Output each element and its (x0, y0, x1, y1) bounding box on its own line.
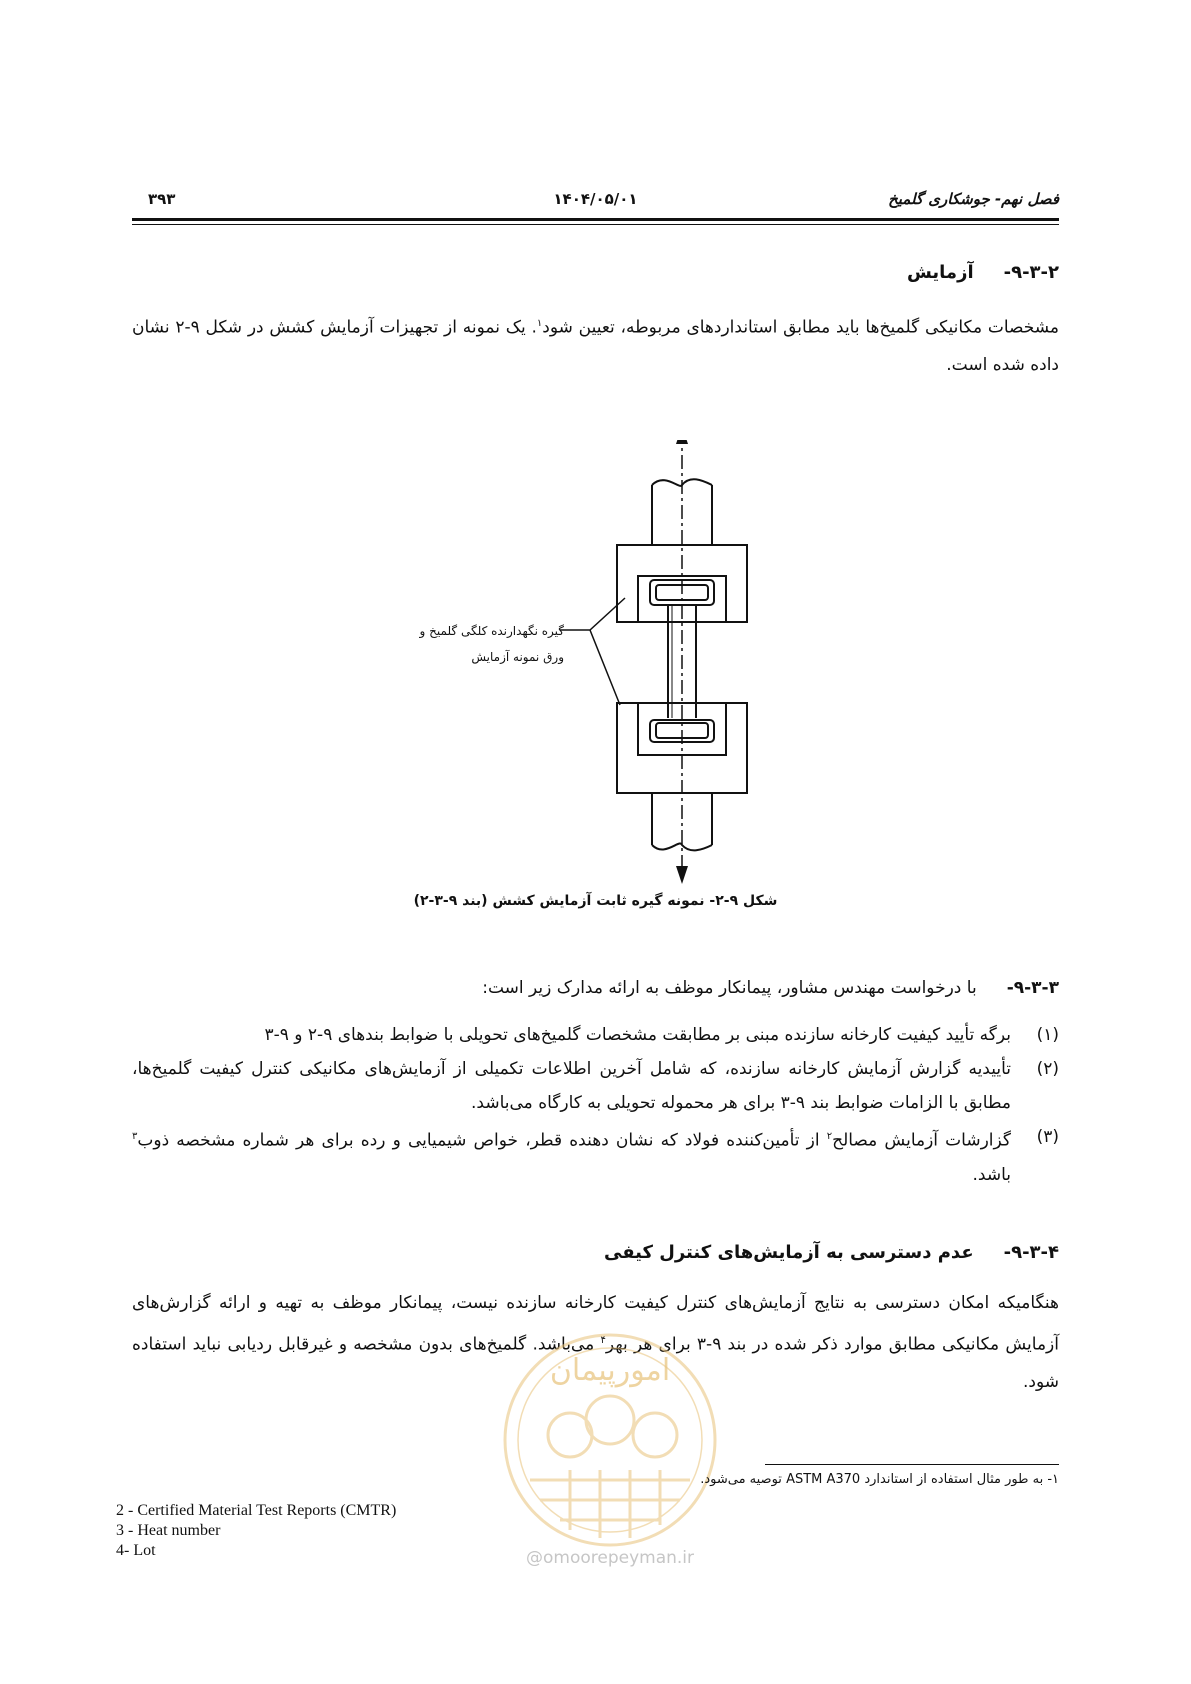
figure-callout (370, 618, 564, 670)
footnote-3: 3 - Heat number (116, 1522, 221, 1539)
documents-list (132, 1018, 1059, 1192)
header-rule-thin (132, 224, 1059, 225)
section-title: آزمایش (906, 262, 974, 283)
paragraph-text: . یک نمونه از تجهیزات آزمایش کشش در شکل ۹-۲ نشان داده شده است. (132, 317, 1059, 375)
list-item-text: تأییدیه گزارش آزمایش کارخانه سازنده، که شامل آخرین اطلاعات تکمیلی از آزمایش‌های مکانیکی کنترل کیفیت گلمیخ‌ها، مطابق با الزامات ضوابط بند ۹-۳ برای هر محموله تحویلی به کارگاه می‌باشد. (132, 1059, 1011, 1113)
watermark-url: @omoorepeyman.ir (525, 1548, 695, 1568)
footnote-4: 4- Lot (116, 1542, 156, 1559)
section-intro (482, 978, 1059, 998)
footnote-rule (765, 1464, 1059, 1465)
watermark-logo-text: امورپیمان (549, 1353, 671, 1388)
footnote-1: ۱- به طور مثال استفاده از استاندارد ASTM A370 توصیه می‌شود. (700, 1472, 1059, 1487)
footnote-ref: ۳ (132, 1131, 138, 1142)
section-number: ۹-۳-۲- (1003, 262, 1059, 283)
chapter-title: فصل نهم- جوشکاری گلمیخ (888, 190, 1059, 208)
list-item (132, 1120, 1059, 1192)
paragraph-text: هنگامیکه امکان دسترسی به نتایج آزمایش‌های کنترل کیفیت کارخانه سازنده نیست، پیمانکار موظف به تهیه و ارائه گزارش‌های آزمایش مکانیکی مطابق موارد ذکر شده در بند ۹-۳ برای هر بهر (132, 1293, 1059, 1355)
section-heading-no-access (604, 1242, 1059, 1263)
list-item-text: گزارشات آزمایش مصالح (832, 1130, 1011, 1151)
list-item-text: برگه تأیید کیفیت کارخانه سازنده مبنی بر مطابقت مشخصات گلمیخ‌های تحویلی با ضوابط بندهای ۹-۲ و ۹-۳ (264, 1025, 1011, 1045)
section-paragraph (132, 305, 1059, 384)
callout-line: ورق نمونه آزمایش (471, 650, 564, 664)
footnote-ref: ۴ (600, 1335, 606, 1346)
footnote-ref: ۱ (536, 318, 543, 329)
list-marker: (۳) (1036, 1127, 1059, 1147)
list-item (132, 1018, 1059, 1052)
paragraph-text: می‌باشد. گلمیخ‌های بدون مشخصه و غیرقابل ردیابی نباید استفاده شود. (132, 1334, 1059, 1392)
list-item (132, 1052, 1059, 1120)
list-item-text: از تأمین‌کننده فولاد که نشان دهنده قطر، خواص شیمیایی و رده برای هر شماره مشخصه ذوب (137, 1130, 827, 1151)
list-marker: (۱) (1036, 1025, 1059, 1045)
section-heading-tests (907, 262, 1059, 283)
list-item-text: باشد. (972, 1164, 1011, 1185)
page-number: ۳۹۳ (148, 190, 176, 208)
footnote-2: 2 - Certified Material Test Reports (CMTR) (116, 1502, 397, 1519)
section-title: عدم دسترسی به آزمایش‌های کنترل کیفی (603, 1242, 974, 1263)
header-date: ۱۴۰۴/۰۵/۰۱ (553, 190, 638, 208)
figure-caption: شکل ۹-۲- نمونه گیره ثابت آزمایش کشش (بند ۹-۳-۲) (413, 893, 778, 909)
watermark-logo (490, 1320, 730, 1560)
section-number: ۹-۳-۳- (1006, 978, 1059, 998)
list-marker: (۲) (1036, 1059, 1059, 1079)
header-rule (132, 218, 1059, 221)
paragraph-text: مشخصات مکانیکی گلمیخ‌ها باید مطابق استانداردهای مربوطه، تعیین شود (542, 317, 1059, 338)
section-intro-text: با درخواست مهندس مشاور، پیمانکار موظف به ارائه مدارک زیر است: (482, 978, 977, 998)
callout-line: گیره نگهدارنده کلگی گلمیخ و (419, 624, 564, 638)
section-number: ۹-۳-۴- (1003, 1242, 1059, 1263)
footnote-ref: ۲ (826, 1131, 833, 1142)
tension-test-fixture-figure (380, 440, 800, 890)
